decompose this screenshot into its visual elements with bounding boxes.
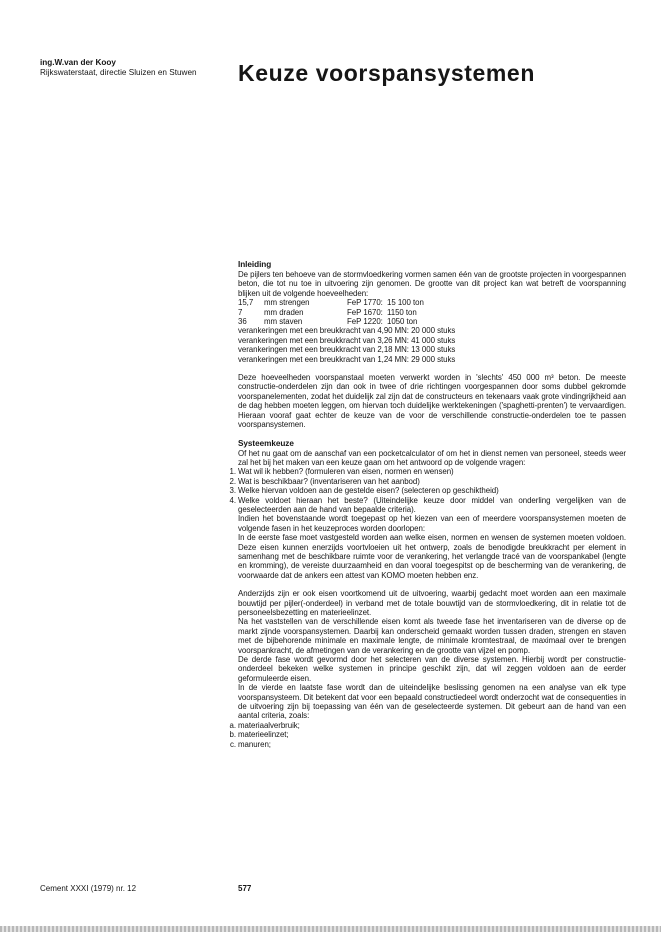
- anchorage-line: verankeringen met een breukkracht van 2,18 MN: 13 000 stuks: [238, 345, 456, 355]
- quantity-dim: 36: [238, 317, 247, 327]
- anchorage-line: verankeringen met een breukkracht van 3,26 MN: 41 000 stuks: [238, 335, 456, 345]
- quantity-unit-type: mm staven: [264, 317, 303, 327]
- quantity-grade: FeP 1670:: [347, 307, 383, 317]
- paragraph: Of het nu gaat om de aanschaf van een pocketcalculator of om het in dienst nemen van personeel, steeds weer zal het bij het maken van een keuze gaan om het antwoord op de volgende vragen:: [238, 448, 626, 467]
- list-marker: c.: [229, 739, 236, 749]
- journal-reference: Cement XXXI (1979) nr. 12: [40, 884, 137, 893]
- author-affiliation: Rijkswaterstaat, directie Sluizen en Stuwen: [40, 68, 197, 77]
- list-marker: 3.: [229, 486, 236, 496]
- paragraph: Na het vaststellen van de verschillende eisen komt als tweede fase het inventariseren van de diverse op de markt zijnde voorspansystemen. Daarbij kan onderscheid gemaakt worden tussen draden, strengen en staven met de bijbehorende minimale en maximale lengte, de minimale kromtestraal, de maximaal over te brengen voorspankracht, de afmetingen van de verankering en de grootte van vijzel en pomp.: [238, 617, 626, 655]
- list-item: 4. Welke voldoet hieraan het beste? (Uiteindelijke keuze door middel van onderling vergelijken van de geselecteerden aan de hand van bepaalde criteria).: [238, 496, 626, 515]
- scan-edge-artifact: [0, 926, 661, 932]
- page-number: 577: [238, 884, 252, 893]
- question-list: [229, 467, 626, 514]
- criteria-list: [229, 720, 626, 749]
- list-item: b. materieelinzet;: [238, 730, 626, 739]
- list-marker: 4.: [229, 495, 236, 505]
- quantity-dim: 15,7: [238, 298, 254, 308]
- list-marker: 2.: [229, 476, 236, 486]
- list-item: 2. Wat is beschikbaar? (inventariseren van het aanbod): [238, 477, 626, 486]
- list-marker: a.: [229, 720, 236, 730]
- quantity-amount: 1150 ton: [387, 307, 417, 317]
- quantity-grade: FeP 1770:: [347, 298, 383, 308]
- article-body: [229, 260, 626, 749]
- paragraph: In de vierde en laatste fase wordt dan de uiteindelijke beslissing genomen na een analyse van elk type voorspansysteem. Dit betekent dat voor een bepaald constructiedeel wordt onderzocht wat de consequenties in de uitvoering zijn bij toepassing van één van de geselecteerde systemen. Dit gebeurt aan de hand van een aantal criteria, zoals:: [238, 683, 626, 721]
- paragraph: Deze hoeveelheden voorspanstaal moeten verwerkt worden in 'slechts' 450 000 m³ beton. De meeste constructie-onderdelen zijn dan ook in twee of drie richtingen voorgespannen door soms dubbel gekromde voorspanelementen, zodat het duidelijk zal zijn dat de constructeurs en tekenaars vaak grote vindingrijkheid aan de dag hebben moeten leggen, om hiervan toch duidelijke werktekeningen ('spaghetti-prenten') te vervaardigen. Hieraan vooraf gaat echter de keuze van de voor de verschillende constructie-onderdelen toe te passen voorspansystemen.: [238, 373, 626, 430]
- list-marker: b.: [229, 730, 236, 740]
- list-item: c. manuren;: [238, 740, 626, 749]
- quantity-amount: 15 100 ton: [387, 298, 424, 308]
- anchorage-list: [238, 326, 626, 364]
- list-item: 3. Welke hiervan voldoen aan de gestelde eisen? (selecteren op geschiktheid): [238, 486, 626, 495]
- section-heading-systeemkeuze: Systeemkeuze: [238, 438, 294, 448]
- author-block: [40, 58, 197, 78]
- list-item: 1. Wat wil ik hebben? (formuleren van eisen, normen en wensen): [238, 467, 626, 476]
- quantity-unit-type: mm draden: [264, 307, 304, 317]
- author-name: ing.W.van der Kooy: [40, 58, 116, 67]
- quantity-table: [238, 298, 626, 326]
- anchorage-line: verankeringen met een breukkracht van 4,90 MN: 20 000 stuks: [238, 326, 456, 336]
- anchorage-line: verankeringen met een breukkracht van 1,24 MN: 29 000 stuks: [238, 354, 456, 364]
- list-item: a. materiaalverbruik;: [238, 721, 626, 730]
- paragraph: Indien het bovenstaande wordt toegepast op het kiezen van een of meerdere voorspansystemen moeten de volgende fasen in het keuzeproces worden doorlopen:: [238, 514, 626, 533]
- section-heading-inleiding: Inleiding: [238, 260, 272, 269]
- quantity-dim: 7: [238, 307, 243, 317]
- paragraph: Anderzijds zijn er ook eisen voortkomend uit de uitvoering, waarbij gedacht moet worden aan een maximale bouwtijd per pijler(-onderdeel) in verband met de totale bouwtijd van de stormvloedkering, dit in relatie tot de personeelsbezetting en materieelinzet.: [238, 589, 626, 617]
- paragraph: De derde fase wordt gevormd door het selecteren van de diverse systemen. Hierbij wordt per constructie-onderdeel bekeken welke systemen in principe geschikt zijn, dat wil zeggen voldoen aan de eerder geformuleerde eisen.: [238, 655, 626, 683]
- quantity-unit-type: mm strengen: [264, 298, 310, 308]
- quantity-amount: 1050 ton: [387, 317, 418, 327]
- list-marker: 1.: [229, 467, 236, 477]
- paragraph: De pijlers ten behoeve van de stormvloedkering vormen samen één van de grootste projecten in voorgespannen beton, die tot nu toe in uitvoering zijn genomen. De grootte van dit project kan wat betreft de voorspanning blijken uit de volgende hoeveelheden:: [238, 270, 626, 298]
- paragraph: In de eerste fase moet vastgesteld worden aan welke eisen, normen en wensen de systemen moeten voldoen. Deze eisen kunnen enerzijds voortvloeien uit het ontwerp, zoals de benodigde breukkracht per element in samenhang met de beschikbare ruimte voor de verankering, het verlangde tracé van de voorspankabel (lengte en kromming), de vereiste duurzaamheid en dan vooral toegespitst op de bescherming van de verankering, de voorwaarde dat de ankers een attest van KOMO moeten hebben enz.: [238, 533, 626, 580]
- quantity-grade: FeP 1220:: [347, 317, 383, 327]
- article-title: Keuze voorspansystemen: [238, 60, 535, 86]
